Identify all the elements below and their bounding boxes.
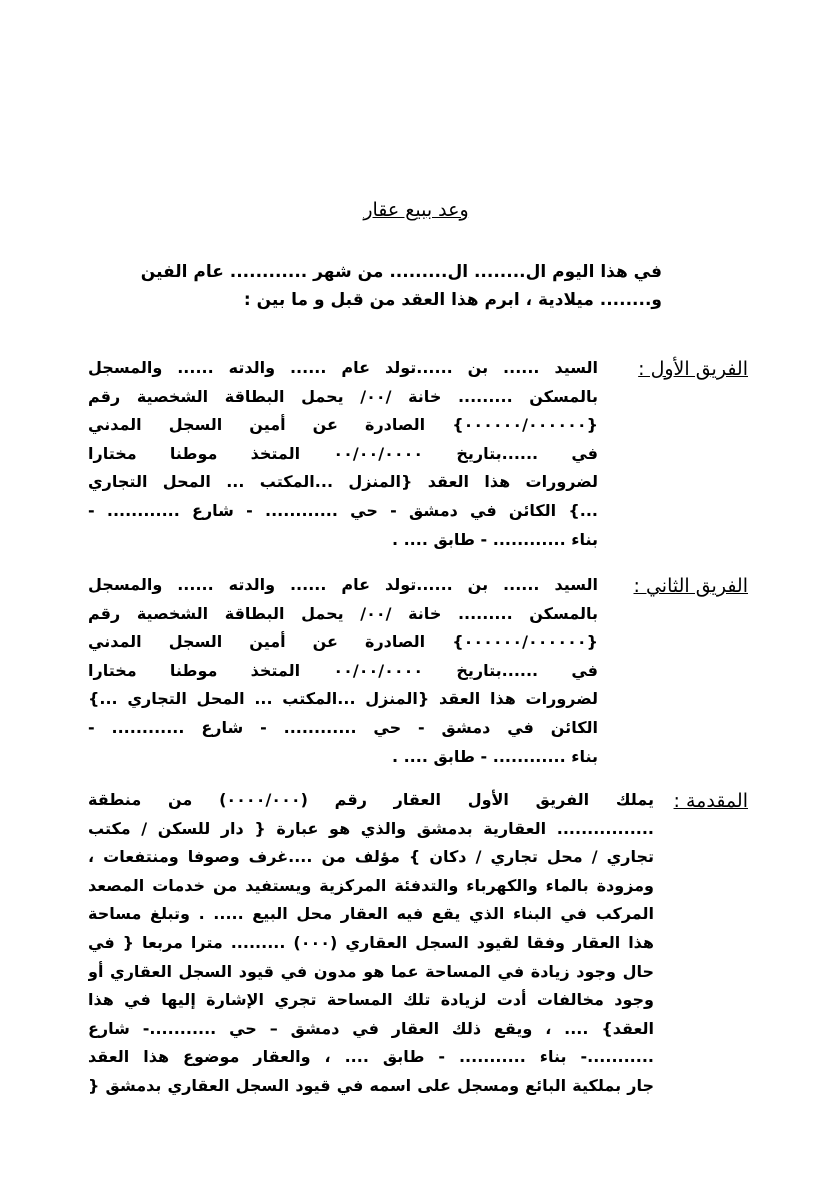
second-party-body bbox=[88, 571, 598, 771]
preamble-line: المركب في البناء الذي يقع فيه العقار محل البيع ..... . وتبلغ مساحة bbox=[88, 904, 654, 924]
preamble-line: جار بملكية البائع ومسجل على اسمه في قيود السجل العقاري بدمشق { bbox=[88, 1075, 654, 1095]
second-party-line: لضرورات هذا العقد {المنزل ...المكتب ... المحل التجاري ...} bbox=[88, 689, 598, 709]
first-party-line: في ......بتاريخ ٠٠/٠٠/٠٠٠٠ المتخذ موطنا مختارا bbox=[88, 443, 598, 463]
second-party-line: بناء ............ - طابق .... . bbox=[391, 746, 598, 766]
first-party-line: {٠٠٠٠٠٠/٠٠٠٠٠٠} الصادرة عن أمين السجل المدني bbox=[88, 415, 598, 435]
first-party-section bbox=[88, 354, 748, 564]
preamble-line: العقد} .... ، ويقع ذلك العقار في دمشق – حي ...........- شارع bbox=[88, 1018, 654, 1038]
preamble-label: المقدمة : bbox=[673, 790, 748, 812]
intro-line: في هذا اليوم ال........ ال......... من شهر ............ عام الفين bbox=[140, 262, 662, 282]
preamble-line: هذا العقار وفقا لقيود السجل العقاري (٠٠٠) ......... مترا مربعا { في bbox=[88, 932, 654, 952]
preamble-line: حال وجود زيادة في المساحة عما هو مدون في قيود السجل العقاري أو bbox=[88, 961, 654, 981]
intro-paragraph bbox=[62, 258, 662, 314]
second-party-line: السيد ...... بن ......تولد عام ...... والدته ...... والمسجل bbox=[88, 575, 598, 594]
second-party-section bbox=[88, 571, 748, 781]
preamble-line: تجاري / محل تجاري / دكان } مؤلف من ....غرف وصوفا ومنتفعات ، bbox=[88, 847, 654, 867]
first-party-line: ...} الكائن في دمشق - حي ............ - شارع ............ - bbox=[88, 500, 598, 520]
intro-line: و........ ميلادية ، ابرم هذا العقد من قبل و ما بين : bbox=[243, 290, 662, 310]
preamble-line: وجود مخالفات أدت لزيادة تلك المساحة تجري الإشارة إليها في هذا bbox=[88, 990, 654, 1010]
second-party-line: {٠٠٠٠٠٠/٠٠٠٠٠٠} الصادرة عن أمين السجل المدني bbox=[88, 632, 598, 652]
first-party-body bbox=[88, 354, 598, 554]
first-party-line: بالمسكن ......... خانة /٠٠/ يحمل البطاقة الشخصية رقم bbox=[88, 386, 598, 406]
preamble-line: يملك الفريق الأول العقار رقم (٠٠٠٠/٠٠٠) من منطقة bbox=[88, 790, 654, 809]
document-title: وعد ببيع عقار bbox=[363, 199, 469, 221]
first-party-label: الفريق الأول : bbox=[638, 358, 748, 380]
first-party-line: لضرورات هذا العقد {المنزل ...المكتب ... المحل التجاري bbox=[88, 472, 598, 492]
preamble-section bbox=[88, 786, 748, 1116]
second-party-label: الفريق الثاني : bbox=[633, 575, 748, 597]
preamble-line: ...........- بناء ........... - طابق .... ، والعقار موضوع هذا العقد bbox=[88, 1047, 654, 1067]
second-party-line: في ......بتاريخ ٠٠/٠٠/٠٠٠٠ المتخذ موطنا مختارا bbox=[88, 660, 598, 680]
preamble-line: ومزودة بالماء والكهرباء والتدفئة المركزية ويستفيد من خدمات المصعد bbox=[88, 875, 654, 895]
second-party-line: الكائن في دمشق - حي ............ - شارع ............ - bbox=[88, 717, 598, 737]
first-party-line: السيد ...... بن ......تولد عام ...... والدته ...... والمسجل bbox=[88, 358, 598, 377]
first-party-line: بناء ............ - طابق .... . bbox=[391, 529, 598, 549]
second-party-line: بالمسكن ......... خانة /٠٠/ يحمل البطاقة الشخصية رقم bbox=[88, 603, 598, 623]
preamble-body bbox=[88, 786, 654, 1101]
preamble-line: ................ العقارية بدمشق والذي هو عبارة { دار للسكن / مكتب bbox=[88, 818, 654, 838]
